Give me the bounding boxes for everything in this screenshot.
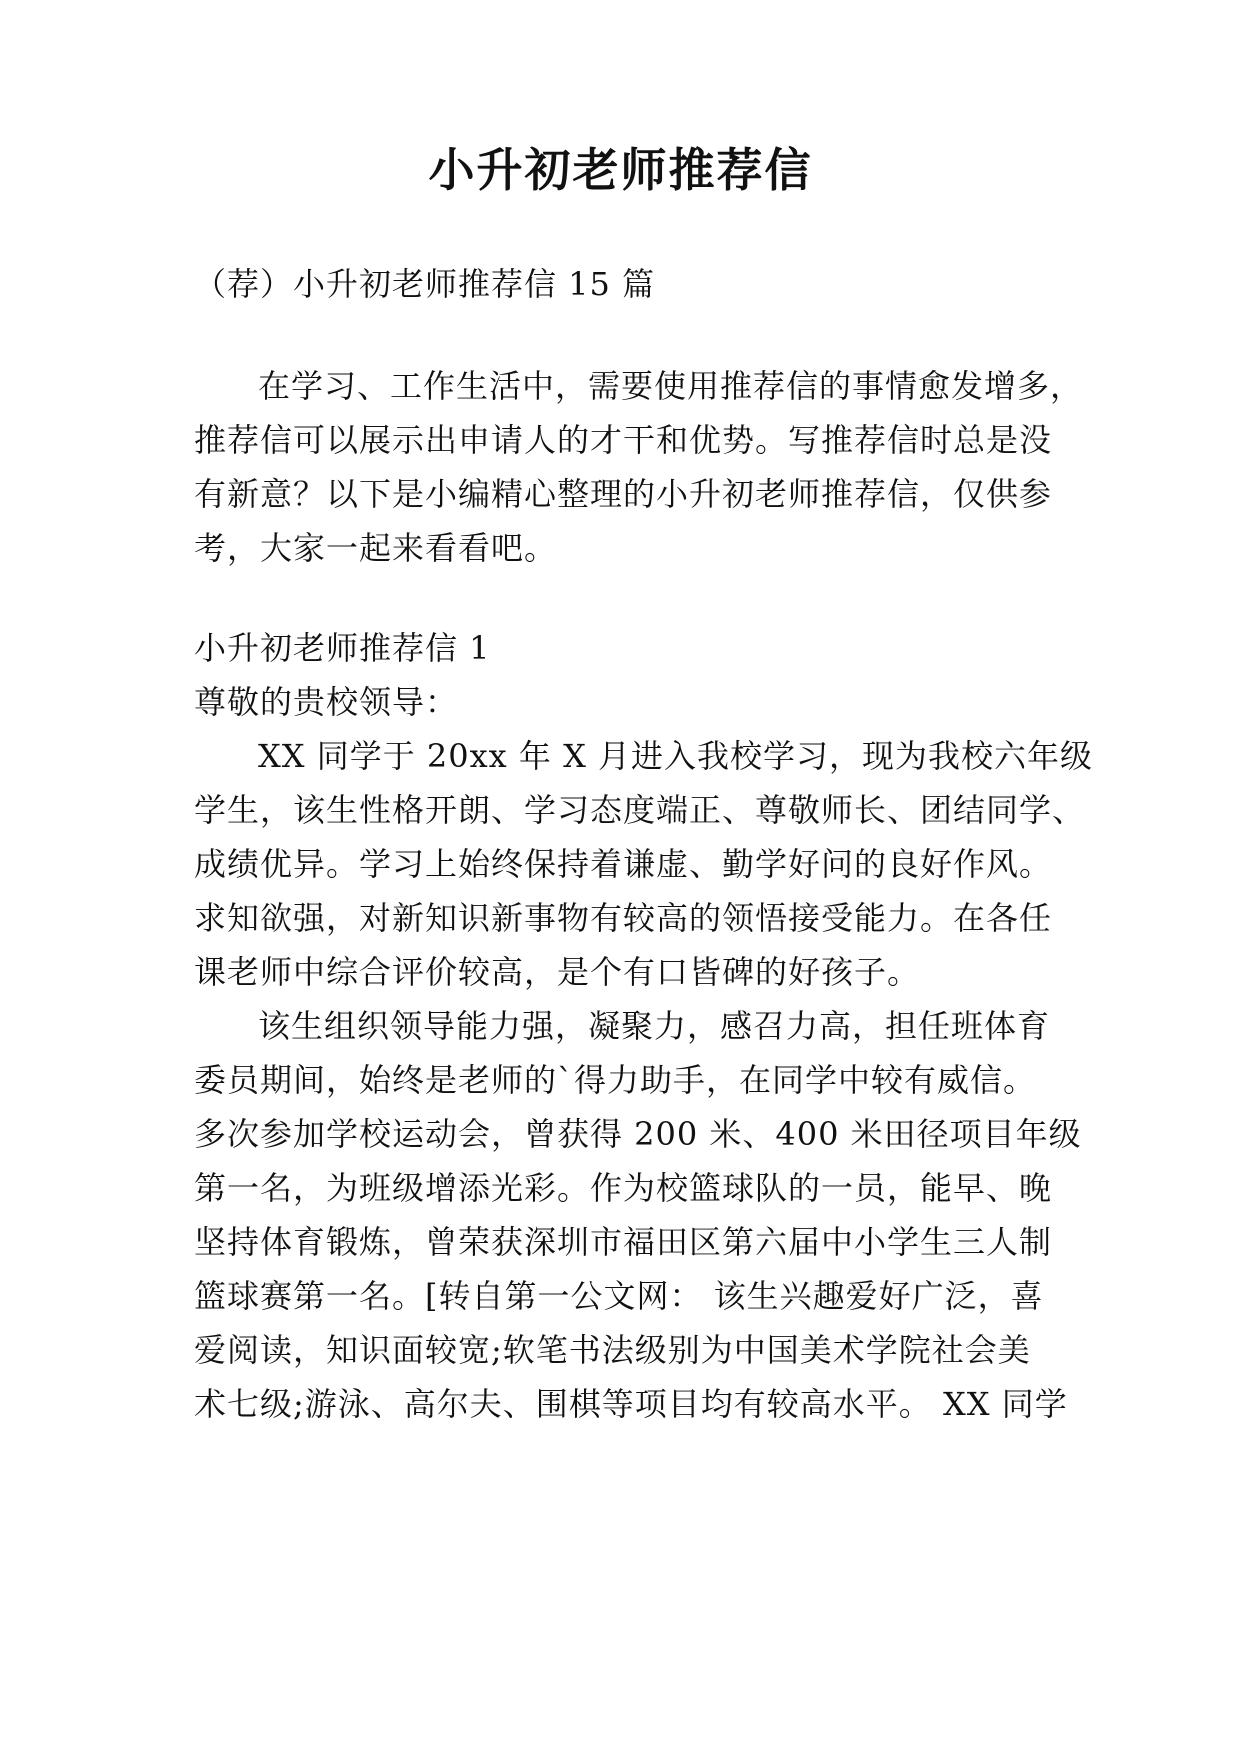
paragraph-line: 第一名，为班级增添光彩。作为校篮球队的一员，能早、晚: [194, 1169, 1053, 1207]
section-heading: 小升初老师推荐信 1: [194, 629, 491, 667]
intro-line: 考，大家一起来看看吧。: [194, 529, 558, 567]
paragraph-line: 坚持体育锻炼，曾荣获深圳市福田区第六届中小学生三人制: [194, 1223, 1053, 1261]
intro-line: 有新意？以下是小编精心整理的小升初老师推荐信，仅供参: [194, 475, 1053, 513]
intro-line: 在学习、工作生活中，需要使用推荐信的事情愈发增多，: [258, 367, 1084, 405]
document-title: 小升初老师推荐信: [428, 143, 813, 197]
paragraph-line: 求知欲强，对新知识新事物有较高的领悟接受能力。在各任: [194, 899, 1053, 937]
paragraph-line: 术七级;游泳、高尔夫、围棋等项目均有较高水平。 XX 同学: [194, 1385, 1068, 1423]
paragraph-line: 委员期间，始终是老师的`得力助手，在同学中较有威信。: [194, 1061, 1037, 1099]
paragraph-line: 成绩优异。学习上始终保持着谦虚、勤学好问的良好作风。: [194, 845, 1053, 883]
paragraph-line: 课老师中综合评价较高，是个有口皆碑的好孩子。: [194, 953, 921, 991]
paragraph-line: XX 同学于 20xx 年 X 月进入我校学习，现为我校六年级: [258, 737, 1094, 775]
salutation: 尊敬的贵校领导：: [194, 683, 459, 721]
paragraph-line: 该生组织领导能力强，凝聚力，感召力高，担任班体育: [258, 1007, 1051, 1045]
document-subtitle: （荐）小升初老师推荐信 15 篇: [194, 265, 656, 303]
paragraph-line: 篮球赛第一名。[转自第一公文网： 该生兴趣爱好广泛，喜: [194, 1277, 1044, 1315]
paragraph-line: 学生，该生性格开朗、学习态度端正、尊敬师长、团结同学、: [194, 791, 1086, 829]
intro-line: 推荐信可以展示出申请人的才干和优势。写推荐信时总是没: [194, 421, 1053, 459]
paragraph-line: 多次参加学校运动会，曾获得 200 米、400 米田径项目年级: [194, 1115, 1082, 1153]
paragraph-line: 爱阅读，知识面较宽;软笔书法级别为中国美术学院社会美: [194, 1331, 1031, 1369]
